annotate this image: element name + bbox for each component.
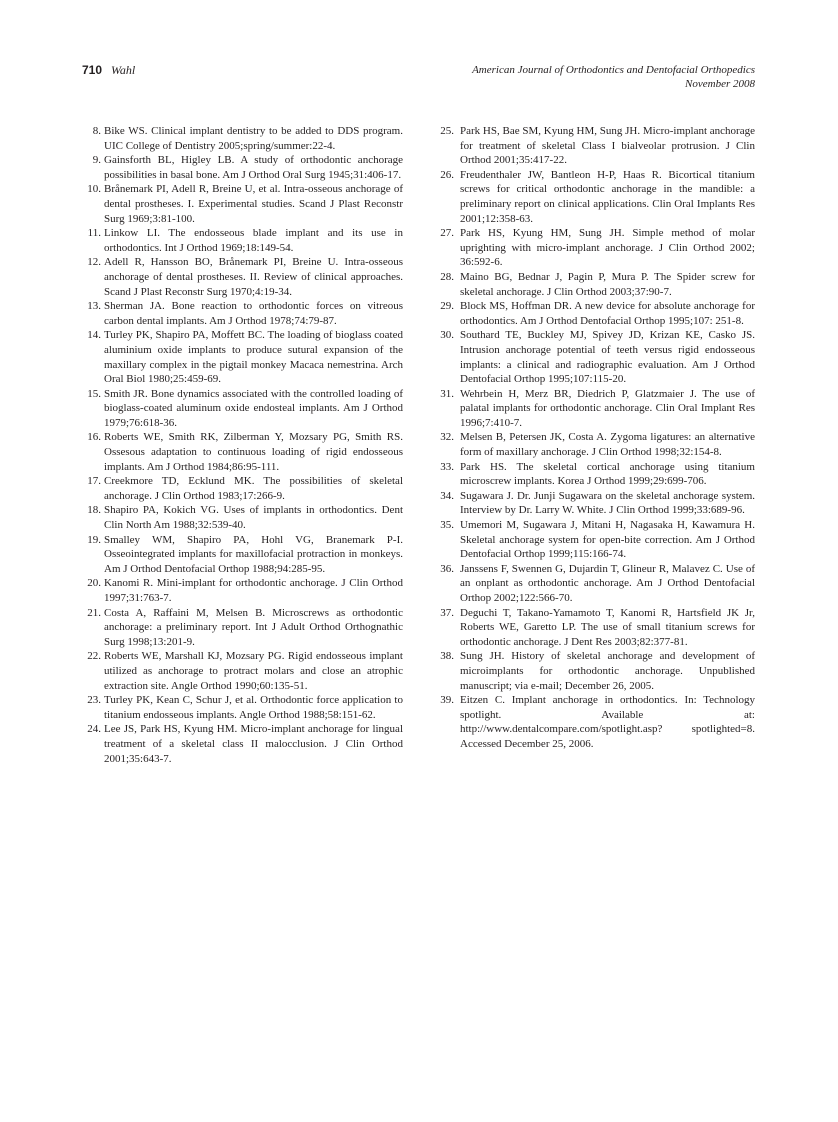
reference-text: Roberts WE, Marshall KJ, Mozsary PG. Rigid endosseous implant utilized as anchorage to protract molars and close an atrophic extraction site. Angle Orthod 1990;60:135-51. <box>104 650 403 692</box>
reference-number: 29. <box>440 300 454 313</box>
references-right-column <box>440 124 755 752</box>
running-header-left <box>82 63 135 78</box>
reference-number: 20. <box>87 577 101 590</box>
reference-text: Southard TE, Buckley MJ, Spivey JD, Krizan KE, Casko JS. Intrusion anchorage potential of teeth versus rigid endosseous implants: a clinical and radiographic evaluation. Am J Orthod Dentofacial Orthop 1995;107:115-20. <box>460 329 755 386</box>
reference-item <box>440 693 755 751</box>
reference-text: Park HS, Bae SM, Kyung HM, Sung JH. Micro-implant anchorage for treatment of skeletal Class I bialveolar protrusion. J Clin Orthod 2001;35:417-22. <box>460 125 755 167</box>
reference-item <box>440 606 755 650</box>
reference-item <box>82 226 403 255</box>
reference-item <box>440 489 755 518</box>
reference-text: Sherman JA. Bone reaction to orthodontic forces on vitreous carbon dental implants. Am J Orthod 1978;74:79-87. <box>104 300 403 327</box>
reference-text: Freudenthaler JW, Bantleon H-P, Haas R. Bicortical titanium screws for critical orthodontic anchorage in the mandible: a preliminary report on clinical applications. Clin Oral Implants Res 2001;12:358-63. <box>460 168 755 225</box>
reference-item <box>440 387 755 431</box>
reference-number: 31. <box>440 387 454 400</box>
reference-number: 24. <box>87 723 101 736</box>
reference-item <box>440 270 755 299</box>
reference-item <box>82 430 403 474</box>
reference-number: 30. <box>440 329 454 342</box>
reference-number: 16. <box>87 431 101 444</box>
reference-item <box>440 226 755 270</box>
journal-title: American Journal of Orthodontics and Dentofacial Orthopedics <box>472 64 755 76</box>
reference-number: 17. <box>87 475 101 488</box>
reference-number: 10. <box>87 183 101 196</box>
reference-item <box>82 533 403 577</box>
reference-text: Wehrbein H, Merz BR, Diedrich P, Glatzmaier J. The use of palatal implants for orthodontic anchorage. Clin Oral Implant Res 1996;7:410-7. <box>460 387 755 429</box>
reference-item <box>82 722 403 766</box>
reference-item <box>82 576 403 605</box>
reference-text: Brånemark PI, Adell R, Breine U, et al. Intra-osseous anchorage of dental prostheses. I. Experimental studies. Scand J Plast Reconstr Surg 1969;3:81-100. <box>104 183 403 225</box>
reference-text: Turley PK, Kean C, Schur J, et al. Orthodontic force application to titanium endosseous implants. Angle Orthod 1988;58:151-62. <box>104 694 403 721</box>
reference-number: 33. <box>440 460 454 473</box>
reference-item <box>440 430 755 459</box>
reference-number: 39. <box>440 694 454 707</box>
reference-number: 14. <box>87 329 101 342</box>
reference-text: Turley PK, Shapiro PA, Moffett BC. The loading of bioglass coated aluminium oxide implants to produce sutural expansion of the maxillary complex in the pigtail monkey Macaca nemestrina. Arch Oral Biol 1980;25:459-69. <box>104 329 403 386</box>
reference-number: 21. <box>87 606 101 619</box>
running-header-right <box>472 64 755 91</box>
reference-number: 37. <box>440 606 454 619</box>
reference-item <box>82 649 403 693</box>
page-number: 710 <box>82 63 103 77</box>
reference-item <box>82 182 403 226</box>
reference-item <box>440 124 755 168</box>
reference-item <box>440 518 755 562</box>
reference-item <box>82 328 403 386</box>
reference-number: 18. <box>87 504 101 517</box>
reference-number: 35. <box>440 519 454 532</box>
reference-text: Creekmore TD, Ecklund MK. The possibilities of skeletal anchorage. J Clin Orthod 1983;17:266-9. <box>104 475 403 502</box>
reference-item <box>82 693 403 722</box>
reference-text: Bike WS. Clinical implant dentistry to be added to DDS program. UIC College of Dentistry 2005;spring/summer:22-4. <box>104 125 403 152</box>
reference-number: 13. <box>87 300 101 313</box>
reference-item <box>82 153 403 182</box>
reference-number: 9. <box>92 154 101 167</box>
reference-text: Sugawara J. Dr. Junji Sugawara on the skeletal anchorage system. Interview by Dr. Larry W. White. J Clin Orthod 1999;33:689-96. <box>460 489 755 517</box>
reference-number: 26. <box>440 168 454 181</box>
reference-text: Gainsforth BL, Higley LB. A study of orthodontic anchorage possibilities in basal bone. Am J Orthod Oral Surg 1945;31:406-17. <box>104 154 403 181</box>
reference-text: Block MS, Hoffman DR. A new device for absolute anchorage for orthodontics. Am J Orthod Dentofacial Orthop 1995;107: 251-8. <box>460 300 755 327</box>
references-left-column <box>82 124 403 766</box>
reference-number: 23. <box>87 694 101 707</box>
reference-item <box>440 299 755 328</box>
reference-text: Linkow LI. The endosseous blade implant and its use in orthodontics. Int J Orthod 1969;18:149-54. <box>104 227 403 254</box>
reference-item <box>440 328 755 386</box>
reference-text: Smalley WM, Shapiro PA, Hohl VG, Branemark P-I. Osseointegrated implants for maxillofacial protraction in monkeys. Am J Orthod Dentofacial Orthop 1988;94:285-95. <box>104 533 403 575</box>
reference-number: 8. <box>92 125 101 137</box>
reference-number: 22. <box>87 650 101 663</box>
issue-date: November 2008 <box>685 77 755 90</box>
reference-number: 38. <box>440 650 454 663</box>
reference-number: 36. <box>440 562 454 575</box>
reference-number: 32. <box>440 431 454 444</box>
reference-item <box>440 649 755 693</box>
reference-text: Maino BG, Bednar J, Pagin P, Mura P. The Spider screw for skeletal anchorage. J Clin Orthod 2003;37:90-7. <box>460 270 755 298</box>
reference-text: Deguchi T, Takano-Yamamoto T, Kanomi R, Hartsfield JK Jr, Roberts WE, Garetto LP. The use of small titanium screws for orthodontic anchorage. J Dent Res 2003;82:377-81. <box>460 606 755 648</box>
reference-text: Eitzen C. Implant anchorage in orthodontics. In: Technology spotlight. Available at: http://www.dentalcompare.com/spotlight.asp? spotlighted=8. Accessed December 25, 2006. <box>460 694 755 750</box>
reference-number: 11. <box>87 227 101 240</box>
reference-item <box>440 168 755 226</box>
reference-text: Janssens F, Swennen G, Dujardin T, Glineur R, Malavez C. Use of an onplant as orthodontic anchorage. Am J Orthod Dentofacial Orthop 2002;122:566-70. <box>460 562 755 604</box>
reference-text: Melsen B, Petersen JK, Costa A. Zygoma ligatures: an alternative form of maxillary anchorage. J Clin Orthod 1998;32:154-8. <box>460 431 755 459</box>
reference-text: Umemori M, Sugawara J, Mitani H, Nagasaka H, Kawamura H. Skeletal anchorage system for open-bite correction. Am J Orthod Dentofacial Orthop 1999;115:166-74. <box>460 519 755 561</box>
reference-number: 25. <box>440 125 454 137</box>
reference-item <box>82 387 403 431</box>
reference-text: Shapiro PA, Kokich VG. Uses of implants in orthodontics. Dent Clin North Am 1988;32:539-40. <box>104 504 403 532</box>
reference-text: Sung JH. History of skeletal anchorage and development of microimplants for orthodontic anchorage. Unpublished manuscript; via e-mail; December 26, 2005. <box>460 650 755 692</box>
reference-item <box>440 562 755 606</box>
reference-item <box>82 474 403 503</box>
reference-item <box>82 255 403 299</box>
reference-number: 19. <box>87 533 101 546</box>
reference-item <box>82 503 403 532</box>
author-name: Wahl <box>111 63 136 77</box>
reference-text: Kanomi R. Mini-implant for orthodontic anchorage. J Clin Orthod 1997;31:763-7. <box>104 577 403 604</box>
reference-text: Roberts WE, Smith RK, Zilberman Y, Mozsary PG, Smith RS. Ossesous adaptation to continuous loading of rigid endosseous implants. Am J Orthod 1984;86:95-111. <box>104 431 403 473</box>
reference-number: 12. <box>87 256 101 269</box>
reference-text: Park HS. The skeletal cortical anchorage using titanium microscrew implants. Korea J Orthod 1999;29:699-706. <box>460 460 755 488</box>
reference-number: 15. <box>87 387 101 400</box>
reference-item <box>82 124 403 153</box>
reference-item <box>82 299 403 328</box>
reference-item <box>440 460 755 489</box>
reference-item <box>82 606 403 650</box>
reference-number: 34. <box>440 489 454 502</box>
reference-text: Lee JS, Park HS, Kyung HM. Micro-implant anchorage for lingual treatment of a skeletal class II malocclusion. J Clin Orthod 2001;35:643-7. <box>104 723 403 765</box>
reference-number: 27. <box>440 227 454 240</box>
reference-text: Adell R, Hansson BO, Brånemark PI, Breine U. Intra-osseous anchorage of dental prostheses. II. Review of clinical approaches. Scand J Plast Reconstr Surg 1970;4:19-34. <box>104 256 403 298</box>
reference-text: Park HS, Kyung HM, Sung JH. Simple method of molar uprighting with micro-implant anchorage. J Clin Orthod 2002; 36:592-6. <box>460 227 755 269</box>
reference-text: Smith JR. Bone dynamics associated with the controlled loading of bioglass-coated aluminum oxide endosteal implants. Am J Orthod 1979;76:618-36. <box>104 387 403 429</box>
reference-number: 28. <box>440 270 454 283</box>
reference-text: Costa A, Raffaini M, Melsen B. Microscrews as orthodontic anchorage: a preliminary report. Int J Adult Orthod Orthognathic Surg 1998;13:201-9. <box>104 606 403 648</box>
